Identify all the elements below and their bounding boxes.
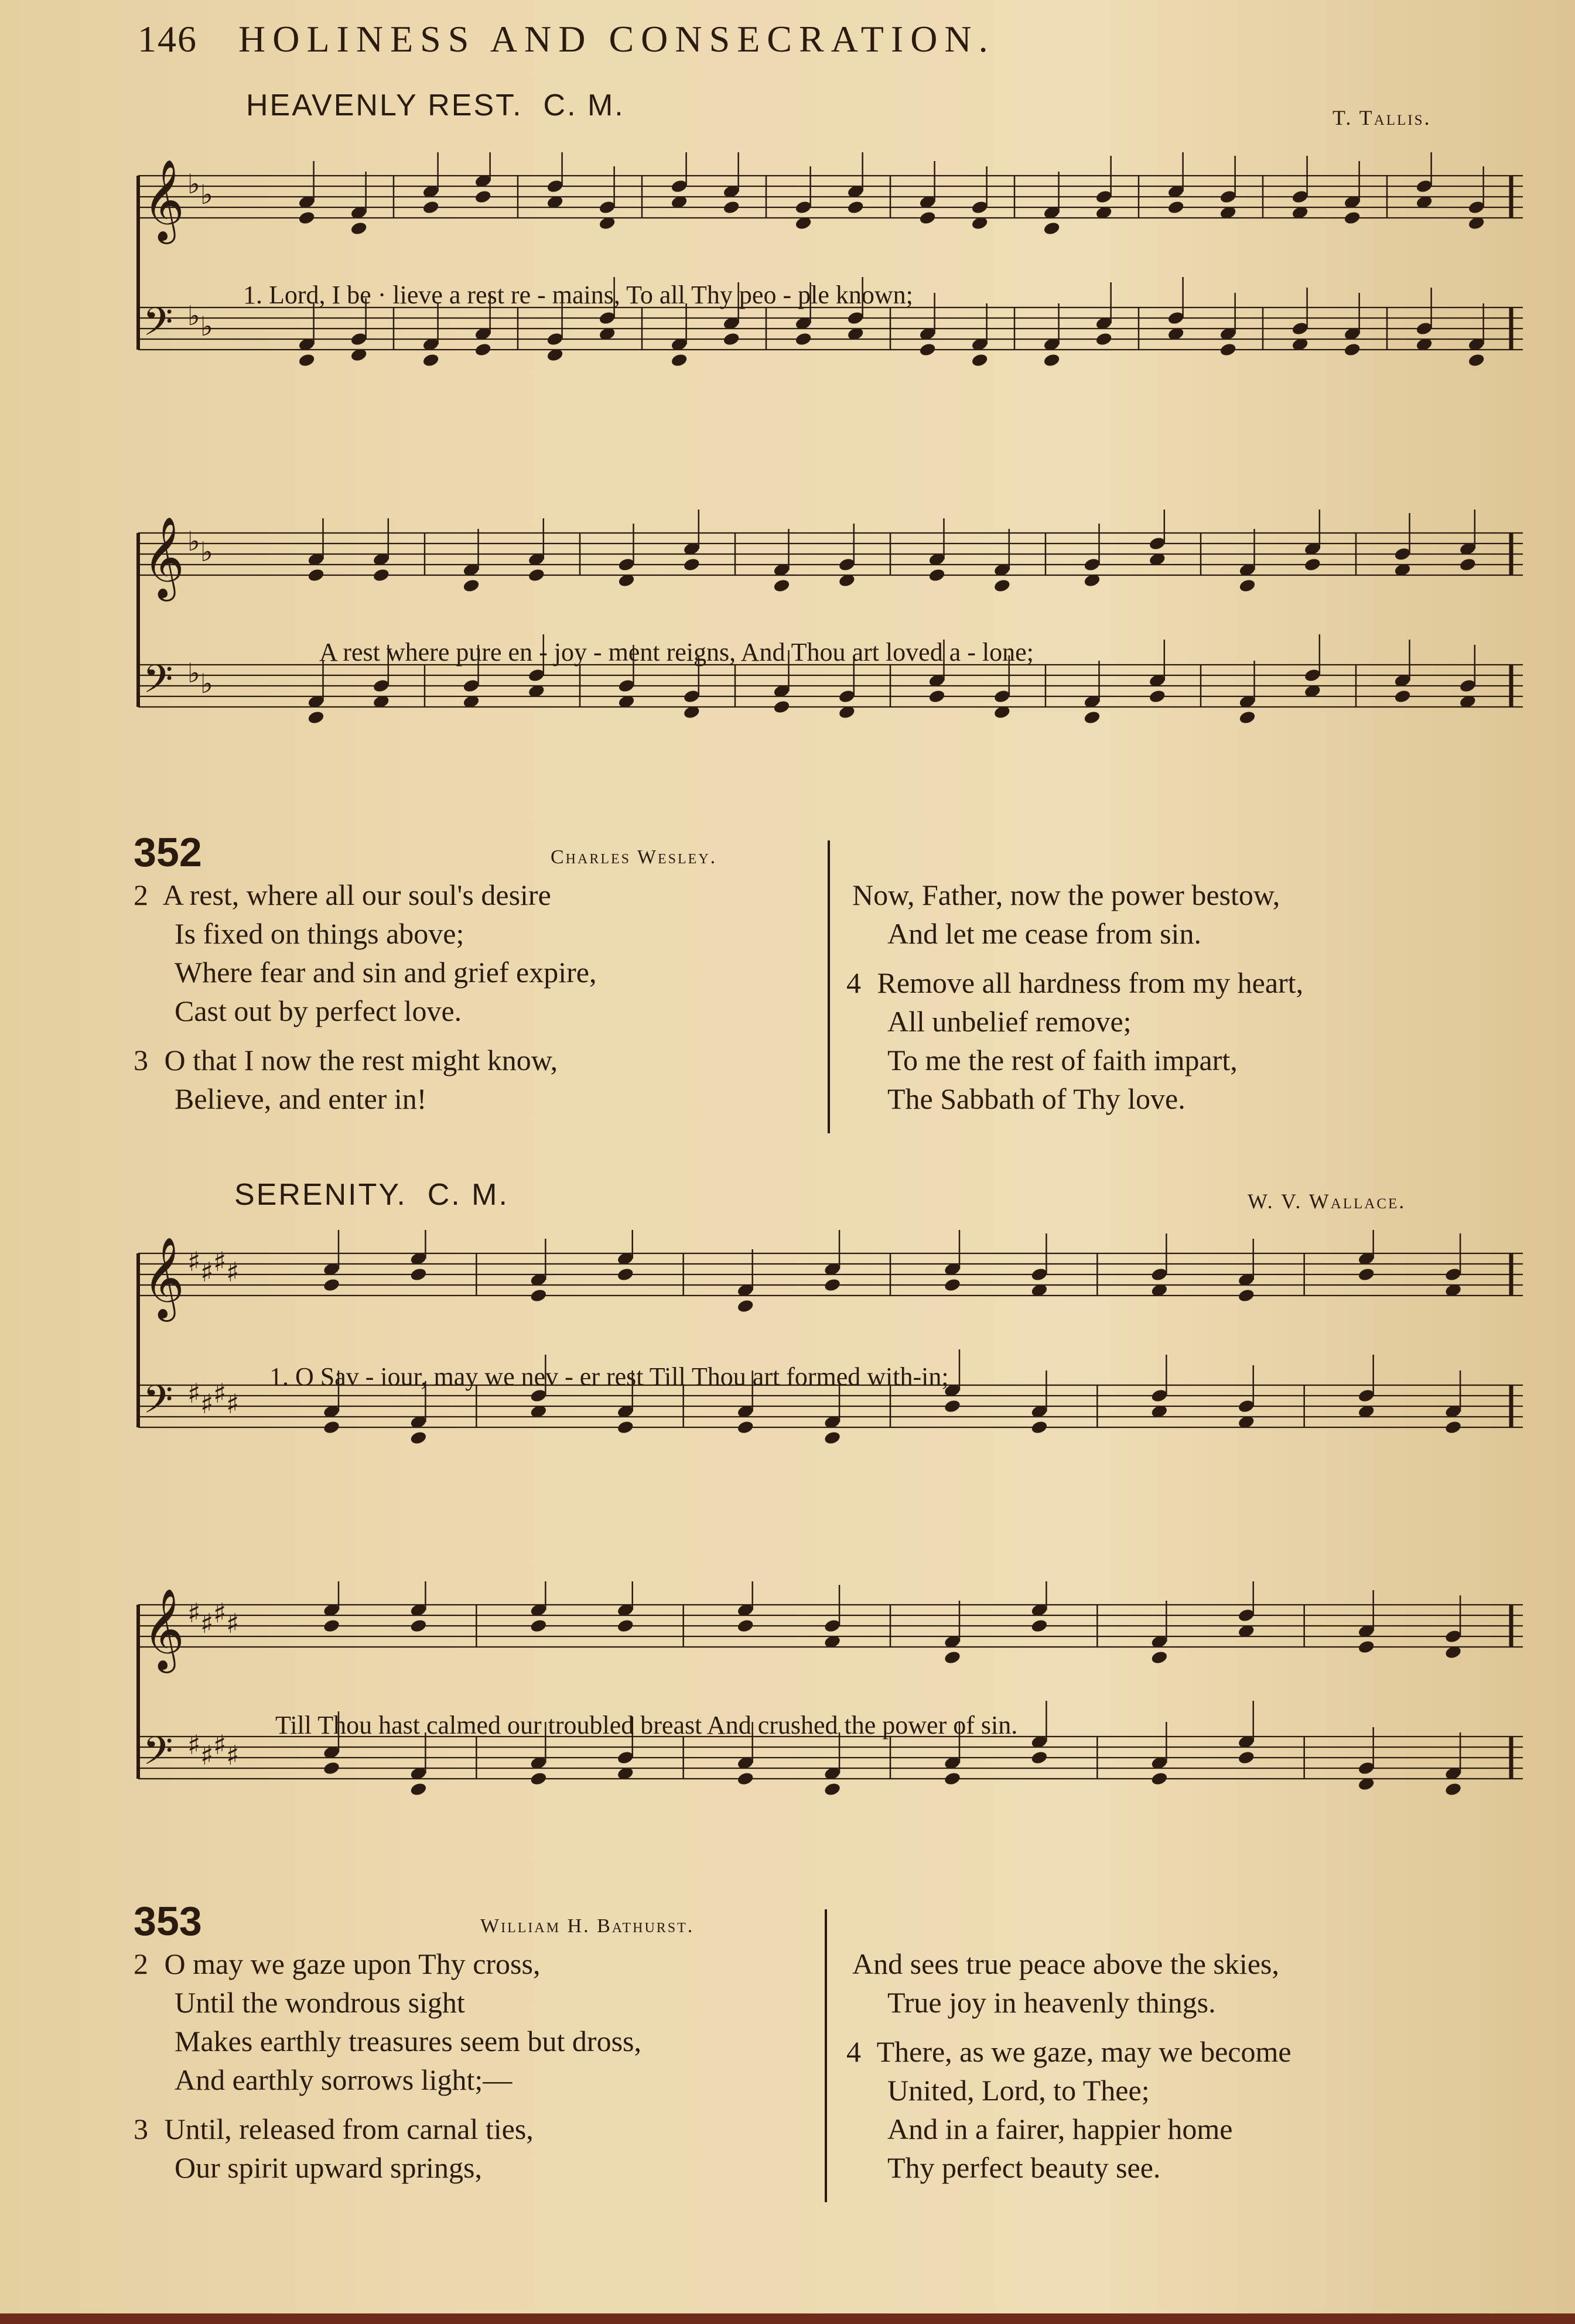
note-head xyxy=(528,568,546,583)
lyrics-tune1-line2: A rest where pure en - joy - ment reigns, And Thou art loved a - lone; xyxy=(319,638,1034,667)
note-head xyxy=(1415,179,1433,194)
verse-line xyxy=(134,1983,641,2022)
note-head xyxy=(1357,1761,1375,1776)
verse-line xyxy=(846,1002,1303,1041)
verse-line xyxy=(134,2110,641,2148)
running-header xyxy=(138,18,995,61)
note-head xyxy=(736,1298,754,1314)
author-wesley: Charles Wesley. xyxy=(551,846,718,868)
note-head xyxy=(824,1618,842,1633)
note-head xyxy=(683,689,701,704)
note-head xyxy=(298,353,316,368)
note-head xyxy=(474,189,492,204)
note-head xyxy=(1393,546,1412,562)
note-head xyxy=(1393,689,1412,704)
verse-text: And earthly sorrows light;— xyxy=(175,2063,513,2096)
bass-clef-icon: 𝄢 xyxy=(143,1728,173,1783)
key-signature-icon: ♯ xyxy=(213,1597,227,1629)
note-head xyxy=(971,353,989,368)
note-head xyxy=(1095,331,1113,347)
note-head xyxy=(918,210,937,225)
note-head xyxy=(1237,1750,1255,1765)
note-head xyxy=(1357,1388,1375,1403)
key-signature-icon: ♭ xyxy=(200,536,213,568)
note-head xyxy=(824,1430,842,1445)
note-head xyxy=(529,1771,548,1786)
note-head xyxy=(1304,668,1322,683)
note-head xyxy=(409,1267,428,1282)
note-head xyxy=(944,1771,962,1786)
verse-text: United, Lord, to Thee; xyxy=(887,2074,1150,2107)
key-signature-icon: ♭ xyxy=(200,310,213,342)
verse-line xyxy=(846,2032,1292,2071)
note-head xyxy=(462,678,480,693)
tune-title-serenity: SERENITY. C. M. xyxy=(234,1178,509,1212)
note-head xyxy=(528,668,546,683)
note-head xyxy=(838,689,856,704)
stanza-gap xyxy=(846,2022,1292,2032)
note-head xyxy=(670,353,688,368)
column-divider xyxy=(825,1909,827,2202)
verse-line xyxy=(134,2022,641,2060)
stanza-gap xyxy=(846,2187,1292,2197)
note-head xyxy=(546,331,564,347)
key-signature-icon: ♭ xyxy=(200,668,213,699)
verse-text: To me the rest of faith impart, xyxy=(887,1044,1238,1076)
tune-title-heavenly-rest: HEAVENLY REST. C. M. xyxy=(246,88,625,122)
stanza-gap xyxy=(134,2187,641,2197)
note-head xyxy=(1415,321,1433,336)
stanza-gap xyxy=(134,1030,596,1041)
note-head xyxy=(1083,710,1101,725)
key-signature-icon: ♭ xyxy=(187,168,200,200)
note-head xyxy=(298,210,316,225)
note-head xyxy=(409,1782,428,1797)
note-head xyxy=(1167,200,1185,215)
note-head xyxy=(323,1761,341,1776)
key-signature-icon: ♭ xyxy=(200,179,213,210)
verse-line xyxy=(134,2060,641,2099)
note-head xyxy=(722,331,740,347)
verse-number: 4 xyxy=(846,2035,861,2068)
lyrics-tune1-line1: 1. Lord, I be · lieve a rest re - mains, To all Thy peo - ple known; xyxy=(243,281,913,309)
key-signature-icon: ♯ xyxy=(226,1739,240,1771)
note-head xyxy=(1343,342,1361,357)
hymn-number-352: 352 xyxy=(134,829,202,875)
verse-line xyxy=(846,963,1303,1002)
note-head xyxy=(1444,1629,1463,1644)
note-head xyxy=(462,578,480,593)
verse-text: And let me cease from sin. xyxy=(887,917,1201,950)
composer-wallace: W. V. Wallace. xyxy=(1248,1190,1406,1213)
note-head xyxy=(529,1288,548,1303)
note-head xyxy=(1083,557,1101,572)
verse-text: Until the wondrous sight xyxy=(175,1986,465,2019)
verse-line xyxy=(846,2071,1292,2110)
key-signature-icon: ♯ xyxy=(200,1608,214,1639)
hymn-number-353: 353 xyxy=(134,1898,202,1944)
treble-clef-icon: 𝄞 xyxy=(143,159,185,241)
note-head xyxy=(1030,1618,1048,1633)
hymn-352-verses-left xyxy=(134,876,596,1129)
note-head xyxy=(323,1618,341,1633)
note-head xyxy=(1357,1267,1375,1282)
note-head xyxy=(373,678,391,693)
page-number: 146 xyxy=(138,18,197,60)
note-head xyxy=(1238,710,1256,725)
key-signature-icon: ♯ xyxy=(213,1246,227,1277)
note-head xyxy=(683,557,701,572)
note-head xyxy=(474,342,492,357)
key-signature-icon: ♯ xyxy=(200,1388,214,1420)
note-head xyxy=(846,200,865,215)
verse-text: The Sabbath of Thy love. xyxy=(887,1082,1185,1115)
verse-text: Remove all hardness from my heart, xyxy=(877,966,1304,999)
verse-number: 2 xyxy=(134,879,148,911)
key-signature-icon: ♯ xyxy=(213,1378,227,1409)
note-head xyxy=(617,678,636,693)
key-signature-icon: ♯ xyxy=(213,1729,227,1761)
note-head xyxy=(824,1782,842,1797)
stanza-gap xyxy=(846,953,1303,963)
note-head xyxy=(838,557,856,572)
key-signature-icon: ♭ xyxy=(187,300,200,331)
note-head xyxy=(1043,221,1061,236)
verse-line xyxy=(846,2148,1292,2187)
note-head xyxy=(1343,210,1361,225)
note-head xyxy=(846,310,865,326)
verse-text: And in a fairer, happier home xyxy=(887,2113,1233,2145)
note-head xyxy=(1459,678,1477,693)
note-head xyxy=(1149,689,1167,704)
note-head xyxy=(736,1618,754,1633)
hymn-353-verses-right xyxy=(846,1944,1292,2197)
hymn-353-verses-left xyxy=(134,1944,641,2197)
note-head xyxy=(1237,1288,1255,1303)
note-head xyxy=(422,200,440,215)
verse-line xyxy=(134,914,596,953)
note-head xyxy=(373,568,391,583)
note-head xyxy=(598,310,616,326)
key-signature-icon: ♭ xyxy=(187,657,200,689)
note-head xyxy=(1237,1399,1255,1414)
section-title: HOLINESS AND CONSECRATION. xyxy=(238,18,995,60)
verse-line xyxy=(134,1041,596,1079)
stanza-gap xyxy=(846,1118,1303,1129)
note-head xyxy=(794,200,812,215)
verse-number: 2 xyxy=(134,1947,148,1980)
note-head xyxy=(409,1430,428,1445)
note-head xyxy=(928,568,946,583)
column-divider xyxy=(828,840,830,1133)
verse-line xyxy=(846,1983,1292,2022)
verse-text: Is fixed on things above; xyxy=(175,917,464,950)
verse-line xyxy=(134,953,596,992)
verse-line xyxy=(846,2110,1292,2148)
note-head xyxy=(1030,1267,1048,1282)
verse-text: And sees true peace above the skies, xyxy=(852,1947,1279,1980)
key-signature-icon: ♯ xyxy=(187,1597,201,1629)
note-head xyxy=(1459,557,1477,572)
note-head xyxy=(971,200,989,215)
verse-line xyxy=(134,876,596,914)
verse-number: 3 xyxy=(134,2113,148,2145)
key-signature-icon: ♯ xyxy=(187,1246,201,1277)
note-head xyxy=(1219,189,1237,204)
verse-text: Our spirit upward springs, xyxy=(175,2151,482,2184)
note-head xyxy=(944,1650,962,1665)
note-head xyxy=(993,578,1012,593)
note-head xyxy=(722,200,740,215)
note-head xyxy=(1219,342,1237,357)
verse-line xyxy=(846,1079,1303,1118)
note-head xyxy=(529,1618,548,1633)
verse-text: Thy perfect beauty see. xyxy=(887,2151,1161,2184)
verse-number: 3 xyxy=(134,1044,148,1076)
verse-text: Now, Father, now the power bestow, xyxy=(852,879,1280,911)
verse-text: A rest, where all our soul's desire xyxy=(162,879,551,911)
note-head xyxy=(944,1399,962,1414)
note-head xyxy=(1149,536,1167,551)
note-head xyxy=(794,331,812,347)
note-head xyxy=(546,179,564,194)
verse-text: True joy in heavenly things. xyxy=(887,1986,1216,2019)
stanza-gap xyxy=(134,2099,641,2110)
note-head xyxy=(1304,557,1322,572)
verse-text: O may we gaze upon Thy cross, xyxy=(164,1947,541,1980)
note-head xyxy=(736,1420,754,1435)
verse-line xyxy=(846,914,1303,953)
note-head xyxy=(422,353,440,368)
verse-text: Where fear and sin and grief expire, xyxy=(175,956,597,989)
note-head xyxy=(616,1750,634,1765)
verse-text: Until, released from carnal ties, xyxy=(164,2113,534,2145)
note-head xyxy=(824,1277,842,1293)
note-head xyxy=(1150,1650,1169,1665)
page-edge xyxy=(0,2313,1575,2324)
note-head xyxy=(350,221,368,236)
verse-line xyxy=(134,992,596,1030)
note-head xyxy=(773,578,791,593)
author-bathurst: William H. Bathurst. xyxy=(480,1915,695,1937)
verse-line xyxy=(846,1944,1292,1983)
key-signature-icon: ♯ xyxy=(226,1608,240,1639)
key-signature-icon: ♭ xyxy=(187,525,200,557)
stanza-gap xyxy=(134,1118,596,1129)
note-head xyxy=(1238,578,1256,593)
note-head xyxy=(1357,1639,1375,1655)
verse-text: Believe, and enter in! xyxy=(175,1082,427,1115)
key-signature-icon: ♯ xyxy=(187,1729,201,1761)
note-head xyxy=(616,1267,634,1282)
note-head xyxy=(918,342,937,357)
composer-tallis: T. Tallis. xyxy=(1333,106,1431,129)
treble-clef-icon: 𝄞 xyxy=(143,1237,185,1318)
verse-line xyxy=(846,1041,1303,1079)
lyrics-tune2-line2: Till Thou hast calmed our troubled breast And crushed the power of sin. xyxy=(275,1711,1018,1739)
verse-text: Cast out by perfect love. xyxy=(175,994,462,1027)
note-head xyxy=(1467,200,1485,215)
note-head xyxy=(1095,189,1113,204)
verse-line xyxy=(134,2148,641,2187)
treble-clef-icon: 𝄞 xyxy=(143,1588,185,1670)
note-head xyxy=(616,1420,634,1435)
note-head xyxy=(1150,1771,1169,1786)
lyrics-tune2-line1: 1. O Sav - iour, may we nev - er rest Till Thou art formed with-in; xyxy=(269,1362,949,1391)
note-head xyxy=(307,710,325,725)
note-head xyxy=(1291,321,1309,336)
note-head xyxy=(736,1771,754,1786)
hymn-352-verses-right xyxy=(846,876,1303,1129)
note-head xyxy=(1030,1420,1048,1435)
note-head xyxy=(773,699,791,715)
note-head xyxy=(928,689,946,704)
verse-line xyxy=(134,1944,641,1983)
note-head xyxy=(323,1420,341,1435)
bass-clef-icon: 𝄢 xyxy=(143,1377,173,1431)
note-head xyxy=(307,568,325,583)
key-signature-icon: ♯ xyxy=(187,1378,201,1409)
bass-clef-icon: 𝄢 xyxy=(143,657,173,711)
verse-text: Makes earthly treasures seem but dross, xyxy=(175,2025,641,2058)
key-signature-icon: ♯ xyxy=(200,1256,214,1288)
note-head xyxy=(670,179,688,194)
verse-number: 4 xyxy=(846,966,861,999)
note-head xyxy=(616,1618,634,1633)
note-head xyxy=(1237,1608,1255,1623)
note-head xyxy=(1150,1388,1169,1403)
note-head xyxy=(350,331,368,347)
note-head xyxy=(598,200,616,215)
note-head xyxy=(1150,1267,1169,1282)
verse-text: There, as we gaze, may we become xyxy=(876,2035,1292,2068)
bass-clef-icon: 𝄢 xyxy=(143,299,173,354)
key-signature-icon: ♯ xyxy=(226,1256,240,1288)
note-head xyxy=(1167,310,1185,326)
note-head xyxy=(1444,1782,1463,1797)
note-head xyxy=(409,1618,428,1633)
note-head xyxy=(944,1277,962,1293)
verse-text: O that I now the rest might know, xyxy=(164,1044,558,1076)
key-signature-icon: ♯ xyxy=(226,1388,240,1420)
note-head xyxy=(1444,1420,1463,1435)
note-head xyxy=(1444,1267,1463,1282)
key-signature-icon: ♯ xyxy=(200,1739,214,1771)
note-head xyxy=(1291,189,1309,204)
treble-clef-icon: 𝄞 xyxy=(143,517,185,598)
note-head xyxy=(617,557,636,572)
verse-text: All unbelief remove; xyxy=(887,1005,1132,1038)
verse-line xyxy=(134,1079,596,1118)
note-head xyxy=(993,689,1012,704)
note-head xyxy=(1043,353,1061,368)
note-head xyxy=(1030,1750,1048,1765)
verse-line xyxy=(846,876,1303,914)
note-head xyxy=(323,1277,341,1293)
note-head xyxy=(1467,353,1485,368)
